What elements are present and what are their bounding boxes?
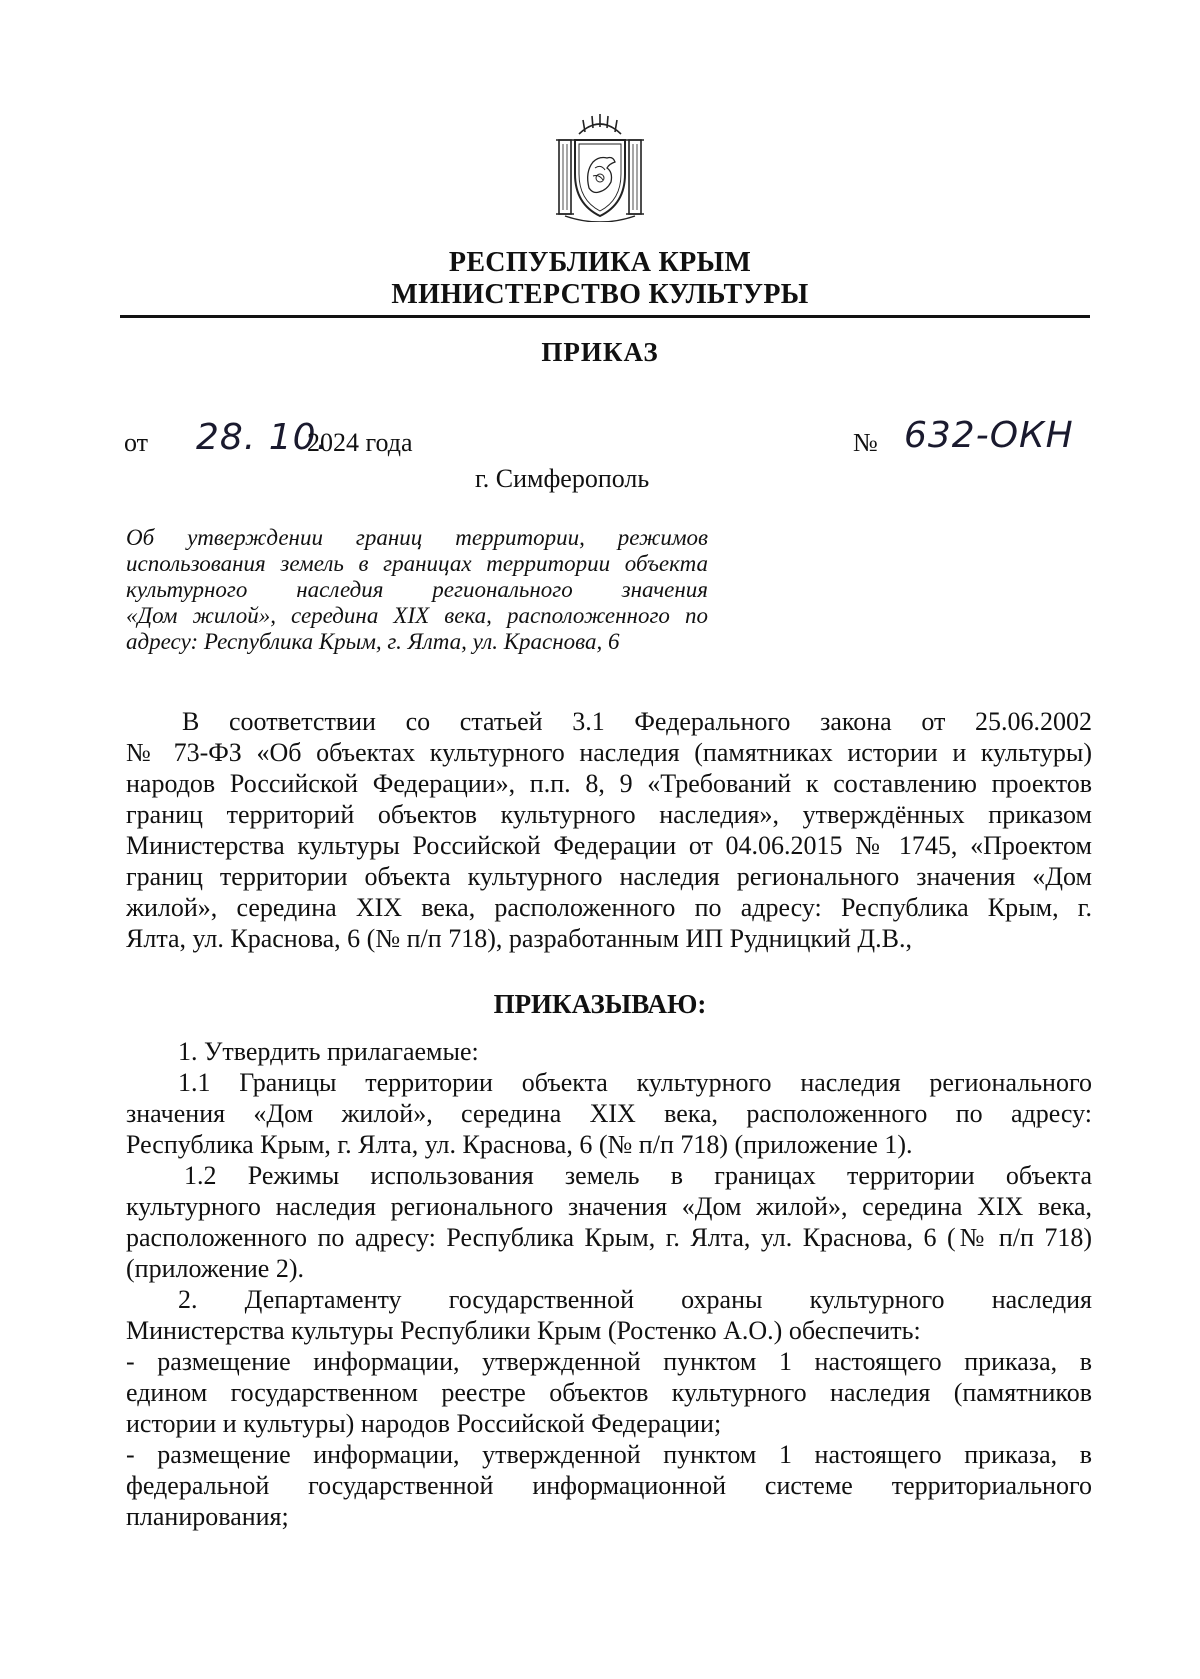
subject-line: использования земель в границах территории объекта (126, 551, 708, 576)
subject-line: адресу: Республика Крым, г. Ялта, ул. Краснова, 6 (126, 629, 620, 654)
preamble-line: жилой», середина XIX века, расположенного по адресу: Республика Крым, г. (126, 893, 1092, 922)
preamble-line: В соответствии со статьей 3.1 Федерального закона от 25.06.2002 (182, 707, 1092, 736)
order-items (126, 1036, 1092, 1532)
number-prefix: № (853, 428, 878, 457)
item-1-1-line: Республика Крым, г. Ялта, ул. Краснова, 6 (№ п/п 718) (приложение 1). (126, 1130, 913, 1159)
item-1-2-line: 1.2 Режимы использования земель в границах территории объекта (184, 1161, 1092, 1190)
city: г. Симферополь (475, 464, 650, 493)
item-1: 1. Утвердить прилагаемые: (178, 1037, 479, 1066)
preamble-line: № 73-ФЗ «Об объектах культурного наследия (памятниках истории и культуры) (126, 738, 1092, 767)
handwritten-date: 28. 10. (196, 417, 329, 458)
bullet-1-line: едином государственном реестре объектов культурного наследия (памятников (126, 1378, 1092, 1407)
bullet-2-line: - размещение информации, утвержденной пунктом 1 настоящего приказа, в (126, 1440, 1092, 1469)
order-heading: ПРИКАЗЫВАЮ: (493, 989, 707, 1019)
date-prefix: от (124, 428, 149, 457)
bullet-2-line: планирования; (126, 1502, 289, 1531)
date-year: 2024 года (307, 428, 413, 457)
preamble-line: границ территории объекта культурного наследия регионального значения «Дом (126, 862, 1092, 891)
item-1-1-line: значения «Дом жилой», середина XIX века, расположенного по адресу: (126, 1099, 1092, 1128)
item-1-2-line: (приложение 2). (126, 1254, 305, 1283)
item-1-2-line: культурного наследия регионального значения «Дом жилой», середина XIX века, (126, 1192, 1092, 1221)
header-divider (120, 315, 1090, 318)
crimea-coat-of-arms-icon (549, 112, 651, 222)
item-1-2-line: расположенного по адресу: Республика Крым, г. Ялта, ул. Краснова, 6 (№ п/п 718) (126, 1223, 1092, 1252)
preamble-line: границ территорий объектов культурного наследия», утверждённых приказом (126, 800, 1092, 829)
item-2-line: Министерства культуры Республики Крым (Ростенко А.О.) обеспечить: (126, 1316, 921, 1345)
ministry-title: МИНИСТЕРСТВО КУЛЬТУРЫ (391, 279, 809, 310)
republic-title: РЕСПУБЛИКА КРЫМ (448, 247, 752, 278)
bullet-1-line: истории и культуры) народов Российской Федерации; (126, 1409, 722, 1438)
preamble-line: народов Российской Федерации», п.п. 8, 9 «Требований к составлению проектов (126, 769, 1092, 798)
subject-block (126, 525, 708, 655)
preamble-paragraph (126, 706, 1092, 954)
item-1-1-line: 1.1 Границы территории объекта культурного наследия регионального (178, 1068, 1092, 1097)
doc-type-title: ПРИКАЗ (541, 337, 659, 367)
preamble-line: Ялта, ул. Краснова, 6 (№ п/п 718), разработанным ИП Рудницкий Д.В., (126, 924, 912, 953)
bullet-2-line: федеральной государственной информационной системе территориального (126, 1471, 1092, 1500)
bullet-1-line: - размещение информации, утвержденной пунктом 1 настоящего приказа, в (126, 1347, 1092, 1376)
subject-line: Об утверждении границ территории, режимов (126, 525, 708, 550)
subject-line: культурного наследия регионального значения (126, 577, 708, 602)
item-2-line: 2. Департаменту государственной охраны культурного наследия (178, 1285, 1092, 1314)
preamble-line: Министерства культуры Российской Федерации от 04.06.2015 № 1745, «Проектом (126, 831, 1092, 860)
handwritten-number: 632-ОКН (904, 415, 1074, 456)
subject-line: «Дом жилой», середина XIX века, расположенного по (126, 603, 708, 628)
